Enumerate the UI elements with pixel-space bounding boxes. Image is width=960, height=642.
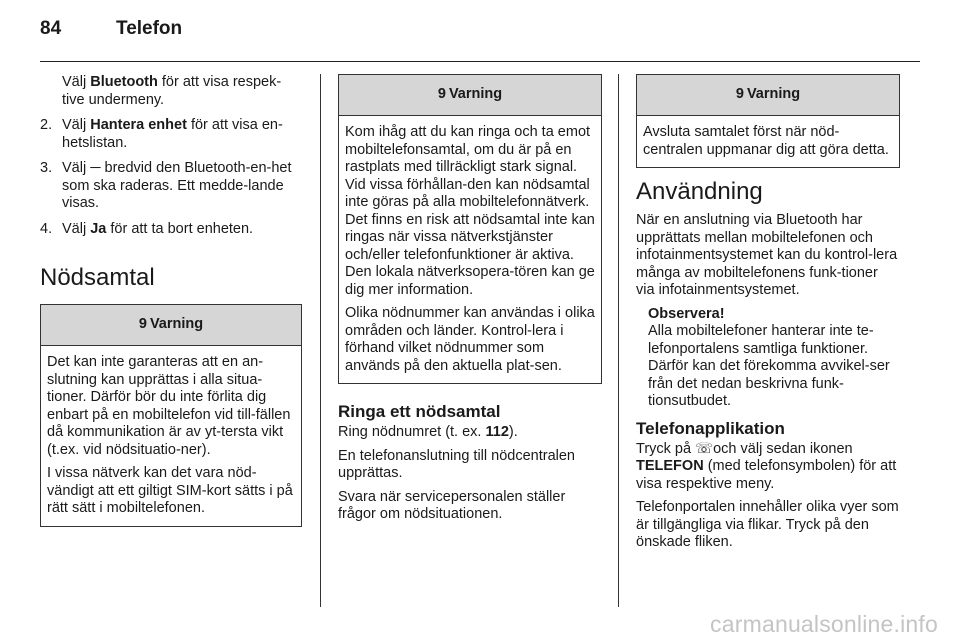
warning-label: Varning xyxy=(448,86,503,103)
section-heading-telefonapplikation: Telefonapplikation xyxy=(636,418,785,438)
section-heading-nodsamtal: Nödsamtal xyxy=(40,264,155,291)
warning-header xyxy=(41,305,301,346)
column-2 xyxy=(338,74,602,530)
column-divider-right xyxy=(618,74,619,607)
warning-header xyxy=(339,75,601,116)
step-1-continued: Välj Bluetooth för att visa respek-tive undermeny. xyxy=(62,74,282,108)
warning-label: Varning xyxy=(149,316,204,333)
watermark: carmanualsonline.info xyxy=(710,611,938,637)
warning-body: Avsluta samtalet först när nöd-centralen uppmanar dig att göra detta. xyxy=(643,124,889,158)
note-text: Alla mobiltelefoner hanterar inte te-lefonportalens samtliga funktioner. Därför kan det förekomma avvikel-ser från det nedan beskrivna funk-tionsutbudet. xyxy=(648,323,890,409)
paragraph: När en anslutning via Bluetooth har upprättats mellan mobiltelefonen och infotainmentsystemet kan du kontrol-lera många av mobiltelefonens funk-tioner via infotainmentsystemet. xyxy=(636,212,898,298)
page-number: 84 xyxy=(40,18,62,39)
paragraph: En telefonanslutning till nödcentralen upprättas. xyxy=(338,447,575,481)
warning-box xyxy=(636,74,900,168)
section-heading-ringa: Ringa ett nödsamtal xyxy=(338,402,501,421)
column-1 xyxy=(40,74,302,537)
warning-label: Varning xyxy=(746,86,801,103)
step-3: 3. Välj ─ bredvid den Bluetooth-en-het som ska raderas. Ett medde-lande visas. xyxy=(40,160,292,211)
page-header xyxy=(40,18,182,48)
paragraph: Ring nödnumret (t. ex. 112). xyxy=(338,424,518,440)
warning-icon: 9 xyxy=(437,86,446,103)
warning-box xyxy=(40,304,302,527)
warning-box xyxy=(338,74,602,384)
note-block xyxy=(636,306,900,411)
step-2: 2. Välj Hantera enhet för att visa en-hetslistan. xyxy=(40,117,283,151)
column-divider-left xyxy=(320,74,321,607)
section-heading-anvandning: Användning xyxy=(636,178,763,205)
paragraph: Svara när servicepersonalen ställer frågor om nödsituationen. xyxy=(338,488,566,522)
column-3 xyxy=(636,74,900,558)
step-4: 4. Välj Ja för att ta bort enheten. xyxy=(40,220,254,237)
header-rule xyxy=(40,61,920,62)
paragraph: Telefonportalen innehåller olika vyer som är tillgängliga via flikar. Tryck på den önskade fliken. xyxy=(636,499,899,550)
warning-body: Kom ihåg att du kan ringa och ta emot mobiltelefonsamtal, om du är på en rastplats med tillräckligt stark signal. Vid vissa förhållan-den kan nödsamtal inte göras på alla mobiltelefonnätverk. Det finns en risk att nödsamtal inte kan ringas när vissa nätverkstjänster och/eller telefonfunktioner är aktiva. Den lokala nätverksopera-tören kan ge dig mer information. Olika nödnummer kan användas i olika områden och länder. Kontrol-lera i förhand vilket nödnummer som används på den aktuella plat-sen. xyxy=(345,124,595,374)
warning-body: Det kan inte garanteras att en an-slutning kan upprättas i alla situa-tioner. Därför bör du inte förlita dig enbart på en mobiltelefon vid till-fällen då kommunikation är av yt-tersta vikt (t.ex. vid nödsituatio-ner). I vissa nätverk kan det vara nöd-vändigt att ett giltigt SIM-kort sätts i på rätt sätt i mobiltelefonen. xyxy=(47,354,293,516)
warning-icon: 9 xyxy=(735,86,744,103)
warning-header xyxy=(637,75,899,116)
page-title: Telefon xyxy=(116,18,183,39)
note-title: Observera! xyxy=(648,305,725,322)
phone-icon: ☏ xyxy=(695,440,714,457)
warning-icon: 9 xyxy=(138,316,147,333)
paragraph: Tryck på ☏ och välj sedan ikonen TELEFON (med telefonsymbolen) för att visa respektive meny. xyxy=(636,440,897,492)
